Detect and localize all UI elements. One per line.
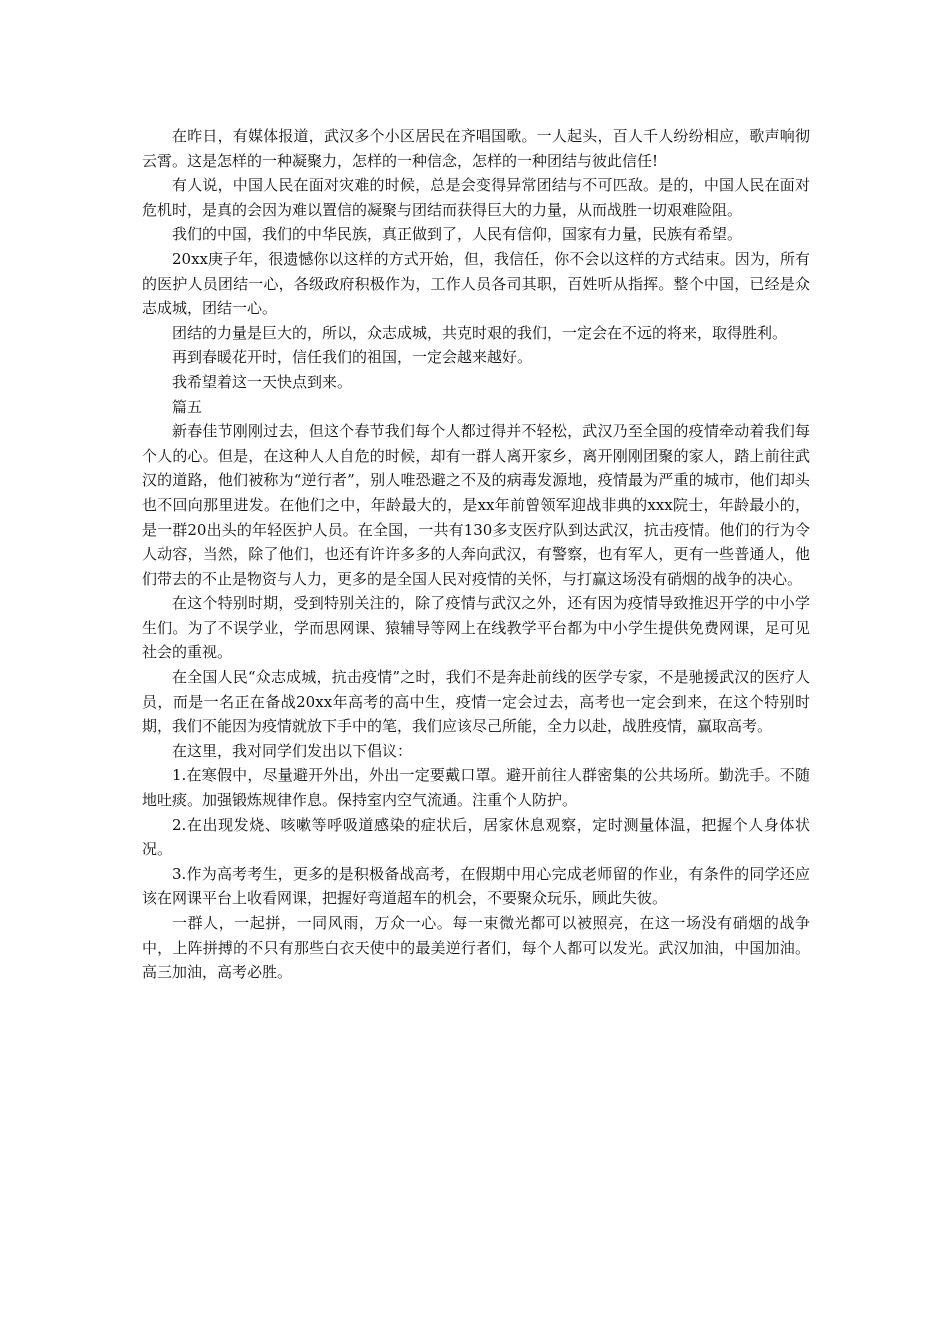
- paragraph-8: 新春佳节刚刚过去，但这个春节我们每个人都过得并不轻松，武汉乃至全国的疫情牵动着我们每个人的心。但是，在这种人人自危的时候，却有一群人离开家乡，离开刚刚团聚的家人，踏上前往武汉的道路，他们被称为“逆行者”，别人唯恐避之不及的病毒发源地，疫情最为严重的城市，他们却头也不回向那里进发。在他们之中，年龄最大的，是xx年前曾领军迎战非典的xxx院士，年龄最小的，是一群20出头的年轻医护人员。在全国，一共有130多支医疗队到达武汉，抗击疫情。他们的行为令人动容，当然，除了他们，也还有许许多多的人奔向武汉，有警察，也有军人，更有一些普通人，他们带去的不止是物资与人力，更多的是全国人民对疫情的关怀，与打赢这场没有硝烟的战争的决心。: [142, 422, 810, 588]
- section-heading: 篇五: [172, 397, 203, 416]
- paragraph-9: 在这个特别时期，受到特别关注的，除了疫情与武汉之外，还有因为疫情导致推迟开学的中小学生们。为了不误学业，学而思网课、猿辅导等网上在线教学平台都为中小学生提供免费网课，足可见社会的重视。: [142, 594, 810, 662]
- list-item-3: 3.作为高考考生，更多的是积极备战高考，在假期中用心完成老师留的作业，有条件的同学还应该在网课平台上收看网课，把握好弯道超车的机会，不要聚众玩乐，顾此失彼。: [142, 864, 810, 908]
- paragraph-7: 我希望着这一天快点到来。: [172, 372, 353, 391]
- paragraph-4: 20xx庚子年，很遗憾你以这样的方式开始，但，我信任，你不会以这样的方式结束。因为，所有的医护人员团结一心，各级政府积极作为，工作人员各司其职，百姓听从指挥。整个中国，已经是众志成城，团结一心。: [142, 249, 810, 318]
- list-item-1: 1.在寒假中，尽量避开外出，外出一定要戴口罩。避开前往人群密集的公共场所。勤洗手。不随地吐痰。加强锻炼规律作息。保持室内空气流通。注重个人防护。: [142, 766, 810, 810]
- paragraph-2: 有人说，中国人民在面对灾难的时候，总是会变得异常团结与不可匹敌。是的，中国人民在面对危机时，是真的会因为难以置信的凝聚与团结而获得巨大的力量，从而战胜一切艰难险阻。: [142, 176, 810, 219]
- paragraph-1: 在昨日，有媒体报道，武汉多个小区居民在齐唱国歌。一人起头，百人千人纷纷相应，歌声响彻云霄。这是怎样的一种凝聚力，怎样的一种信念，怎样的一种团结与彼此信任!: [142, 127, 810, 170]
- paragraph-closing: 一群人，一起拼，一同风雨，万众一心。每一束微光都可以被照亮，在这一场没有硝烟的战争中，上阵拼搏的不只有那些白衣天使中的最美逆行者们，每个人都可以发光。武汉加油，中国加油。高三加油，高考必胜。: [142, 914, 810, 982]
- paragraph-3: 我们的中国，我们的中华民族，真正做到了，人民有信仰，国家有力量，民族有希望。: [172, 225, 743, 244]
- paragraph-10: 在全国人民“众志成城，抗击疫情”之时，我们不是奔赴前线的医学专家，不是驰援武汉的医疗人员，而是一名正在备战20xx年高考的高中生，疫情一定会过去，高考也一定会到来，在这个特别时期，我们不能因为疫情就放下手中的笔，我们应该尽己所能，全力以赴，战胜疫情，赢取高考。: [142, 668, 810, 736]
- list-item-2: 2.在出现发烧、咳嗽等呼吸道感染的症状后，居家休息观察，定时测量体温，把握个人身体状况。: [142, 815, 810, 859]
- paragraph-11: 在这里，我对同学们发出以下倡议：: [172, 741, 413, 760]
- document-body: [142, 124, 810, 985]
- paragraph-6: 再到春暖花开时，信任我们的祖国，一定会越来越好。: [172, 348, 533, 367]
- paragraph-5: 团结的力量是巨大的，所以，众志成城，共克时艰的我们，一定会在不远的将来，取得胜利。: [172, 323, 788, 342]
